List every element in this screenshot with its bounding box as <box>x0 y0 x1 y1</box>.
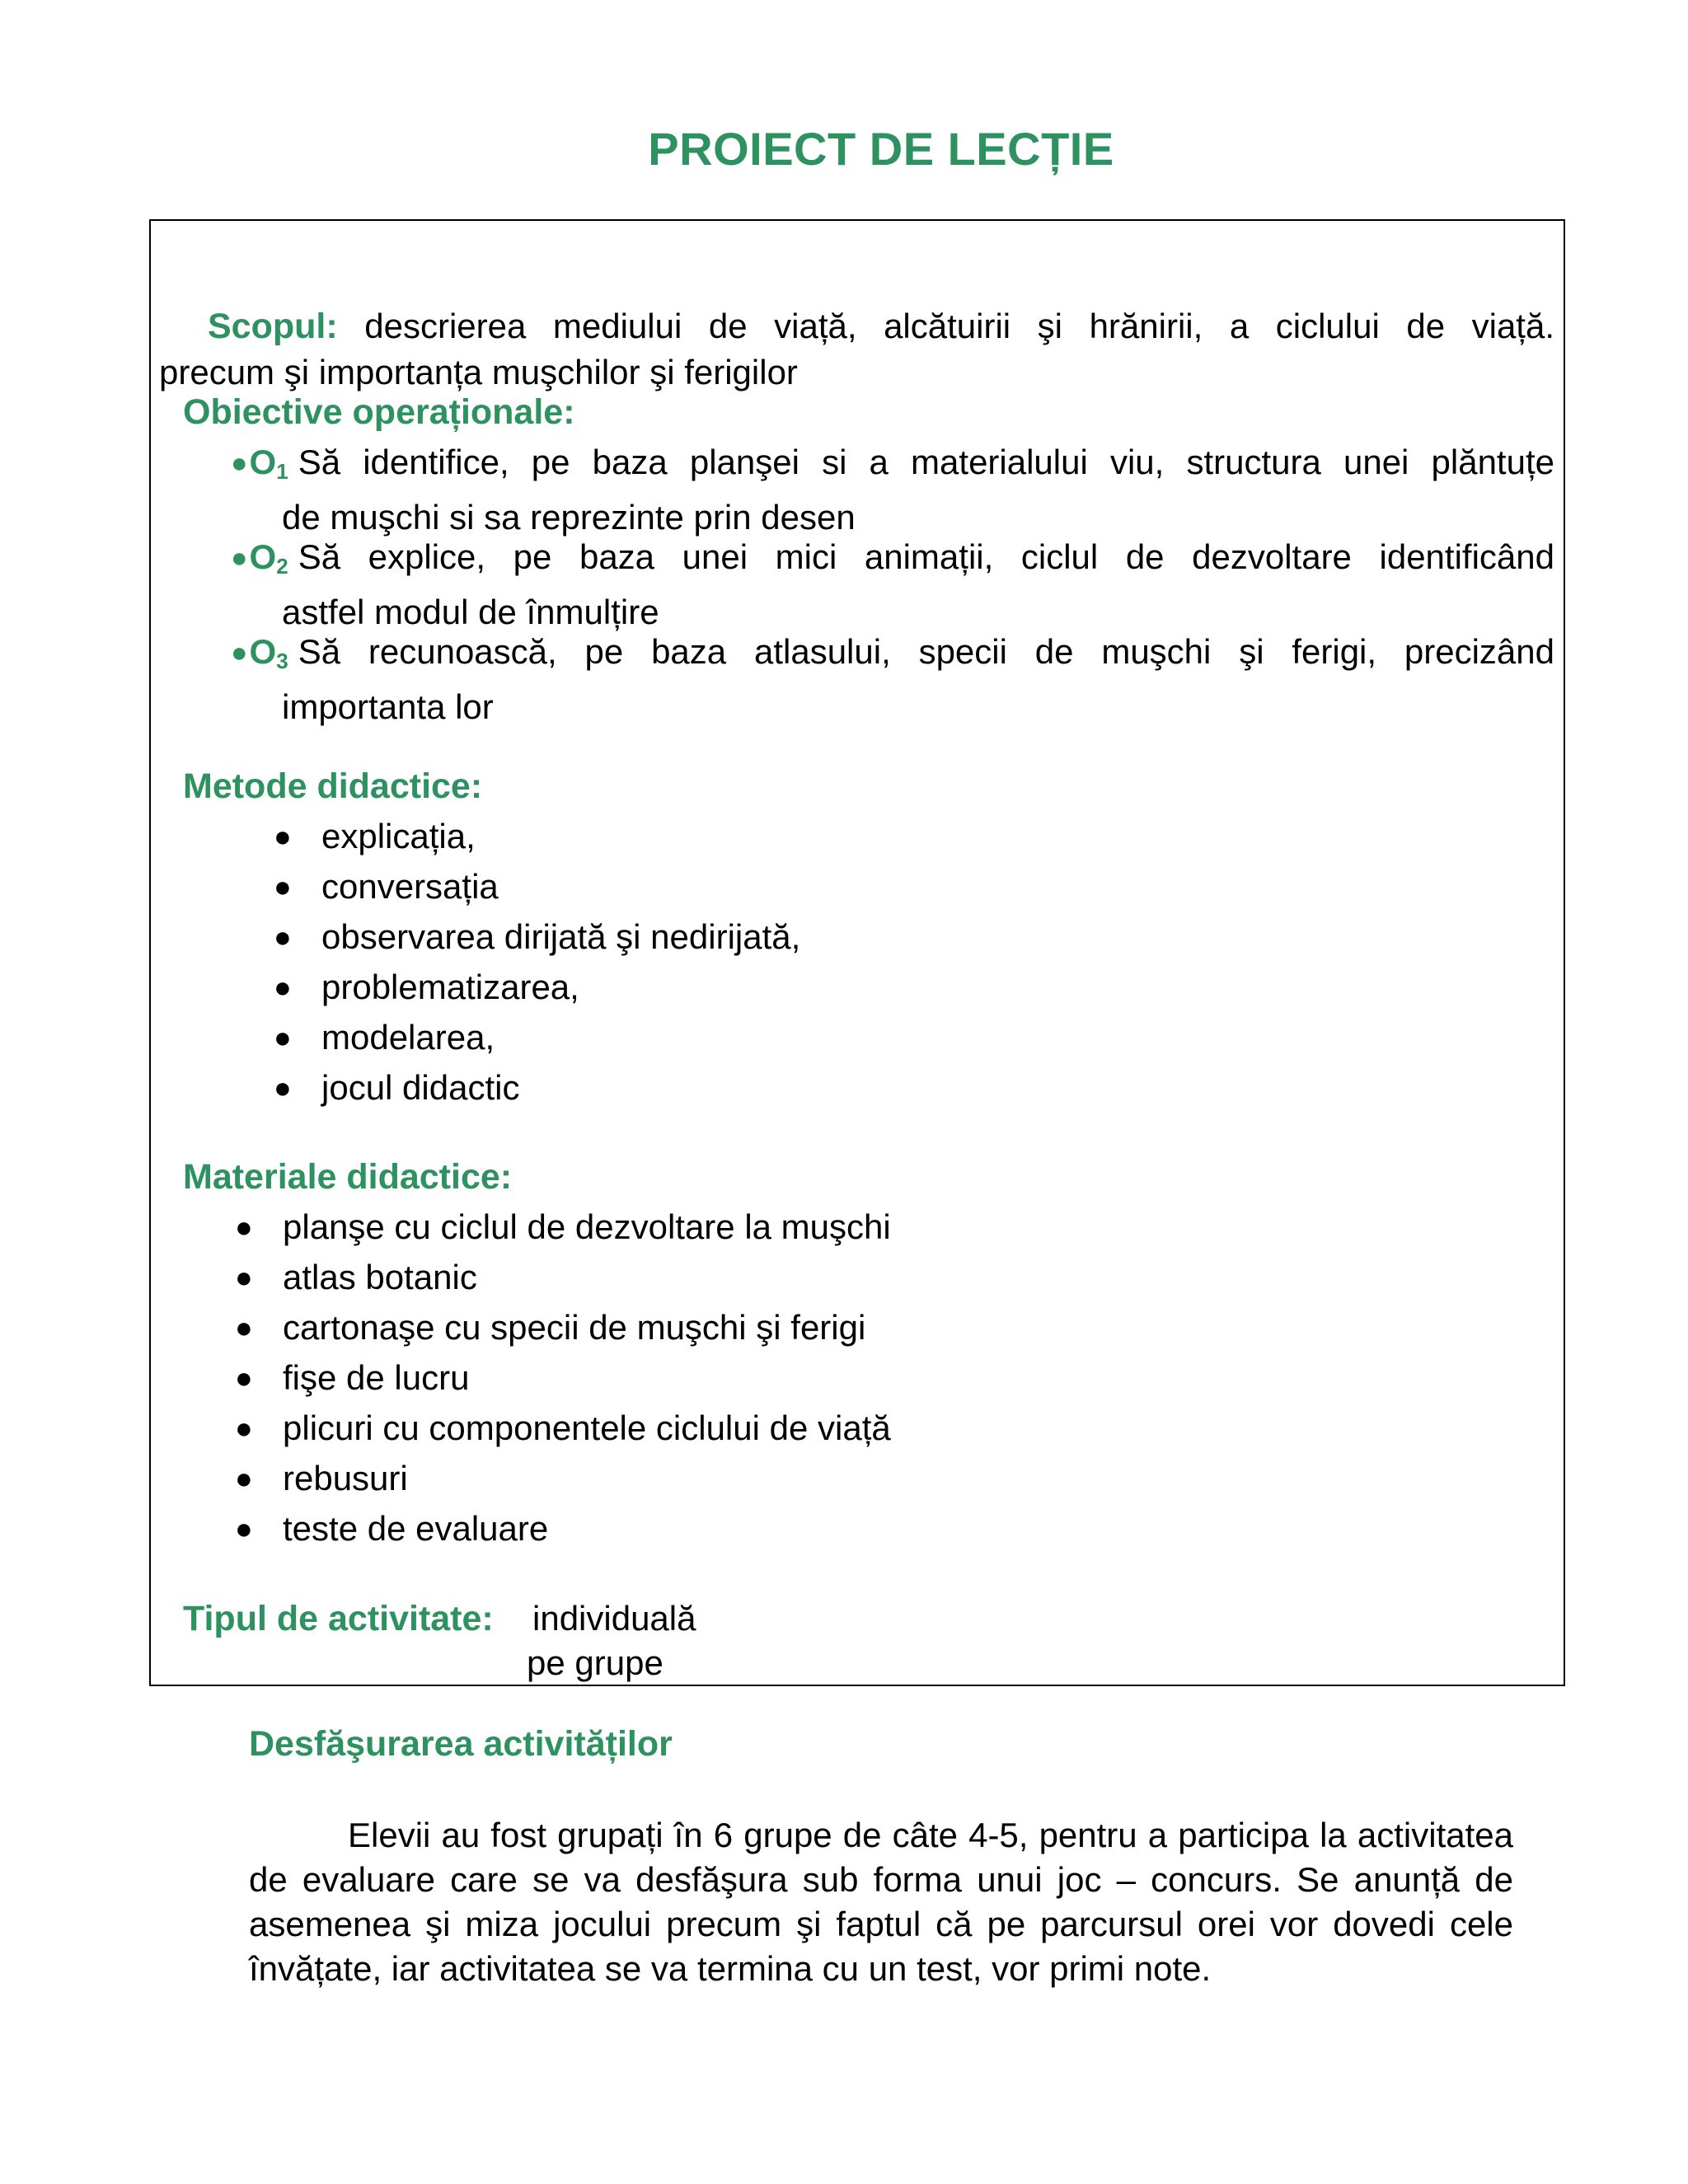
bullet-icon: ● <box>231 637 248 668</box>
bullet-icon: ● <box>235 1511 253 1545</box>
materials-heading: Materiale didactice: <box>183 1157 513 1197</box>
list-item: ● jocul didactic <box>274 1062 800 1113</box>
list-item: ● problematizarea, <box>274 962 800 1012</box>
bullet-icon: ● <box>235 1361 253 1394</box>
bullet-icon: ● <box>235 1411 253 1445</box>
list-item: ● planşe cu ciclul de dezvoltare la muşchi <box>235 1202 891 1252</box>
list-item: ● fişe de lucru <box>235 1352 891 1403</box>
bullet-icon: ● <box>235 1310 253 1344</box>
paragraph-text: Elevii au fost grupați în 6 grupe de câte 4-5, pentru a participa la activitatea de evaluare care se va desfăşura sub forma unui joc – concurs. Se anunță de asemenea şi miza jocului precum şi faptul că pe parcursul orei vor dovedi cele învățate, iar activitatea se va termina cu un test, vor primi note. <box>249 1816 1513 1988</box>
objective-item <box>231 629 1554 730</box>
objective-text-line1: Să identifice, pe baza planşei si a materialului viu, structura unei plăntuțe <box>298 443 1554 481</box>
objective-text-line2: astfel modul de înmulțire <box>282 593 659 631</box>
list-item: ● atlas botanic <box>235 1252 891 1302</box>
objective-label: $●O_2$ <box>231 537 288 579</box>
bullet-icon: ● <box>274 819 292 853</box>
activity-type-value-2: pe grupe <box>527 1643 663 1682</box>
bullet-icon: ● <box>274 869 292 903</box>
objective-label: $●O_1$ <box>231 443 288 484</box>
bullet-icon: ● <box>235 1260 253 1294</box>
bullet-icon: ● <box>231 448 248 479</box>
methods-list <box>274 811 800 1113</box>
list-item: ● modelarea, <box>274 1012 800 1062</box>
scop-label: Scopul: <box>208 307 338 346</box>
activity-type-heading: Tipul de activitate: <box>183 1599 494 1638</box>
list-item: ● cartonaşe cu specii de muşchi şi ferigi <box>235 1302 891 1352</box>
objective-text-line2: de muşchi si sa reprezinte prin desen <box>282 498 856 537</box>
list-item: ● rebusuri <box>235 1453 891 1503</box>
objective-item <box>231 439 1554 541</box>
list-item: ● teste de evaluare <box>235 1503 891 1554</box>
objective-text-line1: Să explice, pe baza unei mici animații, ciclul de dezvoltare identificând <box>298 537 1554 576</box>
list-item: ● conversația <box>274 861 800 912</box>
bullet-icon: ● <box>274 920 292 954</box>
section-heading: Desfăşurarea activităților <box>249 1724 673 1764</box>
scop-text-line1: descrierea mediului de viață, alcătuirii şi hrănirii, a ciclului de viață. <box>364 307 1554 345</box>
bullet-icon: ● <box>231 542 248 574</box>
scop-text-line2: precum şi importanța muşchilor şi ferigilor <box>159 353 798 391</box>
materials-list <box>235 1202 891 1554</box>
list-item: ● explicația, <box>274 811 800 861</box>
objective-text-line2: importanta lor <box>282 687 494 726</box>
objectives-heading: Obiective operaționale: <box>183 392 575 432</box>
bullet-icon: ● <box>235 1461 253 1495</box>
bullet-icon: ● <box>274 1071 292 1104</box>
bullet-icon: ● <box>274 1020 292 1054</box>
bullet-icon: ● <box>274 970 292 1004</box>
activity-type-value-1: individuală <box>532 1599 696 1638</box>
objective-text-line1: Să recunoască, pe baza atlasului, specii de muşchi şi ferigi, precizând <box>298 632 1554 671</box>
list-item: ● plicuri cu componentele ciclului de viață <box>235 1403 891 1453</box>
objective-item <box>231 534 1554 635</box>
methods-heading: Metode didactice: <box>183 766 483 806</box>
bullet-icon: ● <box>235 1210 253 1244</box>
scop-line <box>208 303 1554 349</box>
activity-paragraph <box>249 1813 1513 1991</box>
page-title: PROIECT DE LECȚIE <box>648 123 1114 175</box>
objective-label: $●O_3$ <box>231 632 288 673</box>
list-item: ● observarea dirijată şi nedirijată, <box>274 912 800 962</box>
